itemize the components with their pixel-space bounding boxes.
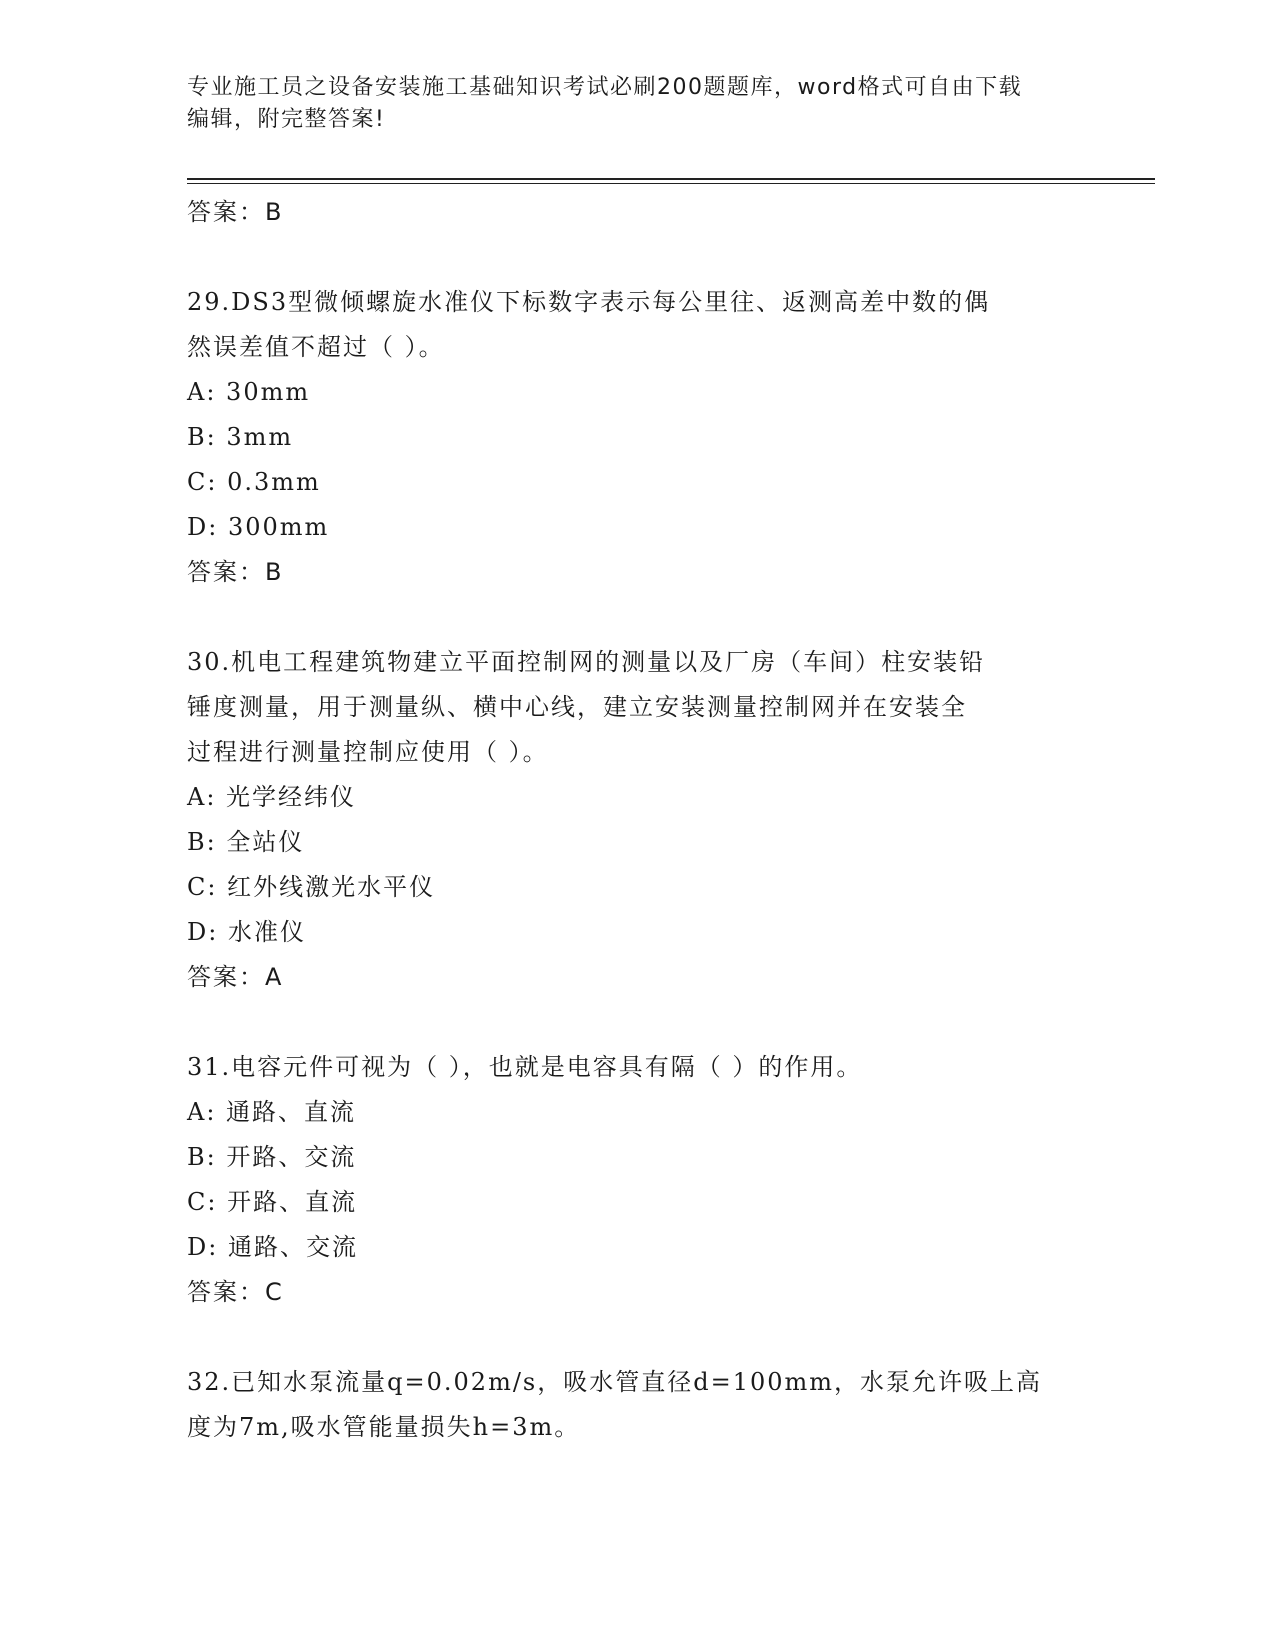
question-text: 31.电容元件可视为（ ），也就是电容具有隔（ ）的作用。 bbox=[187, 1053, 863, 1081]
option-b: B: 开路、交流 bbox=[187, 1143, 357, 1171]
question-text: 29.DS3型微倾螺旋水准仪下标数字表示每公里往、返测高差中数的偶 bbox=[187, 288, 991, 316]
question-31 bbox=[187, 1045, 1087, 1315]
document-header bbox=[187, 72, 1077, 136]
question-text: 锤度测量，用于测量纵、横中心线，建立安装测量控制网并在安装全 bbox=[187, 693, 967, 721]
question-text: 32.已知水泵流量q=0.02m/s，吸水管直径d=100mm，水泵允许吸上高 bbox=[187, 1368, 1043, 1396]
header-divider bbox=[187, 178, 1155, 180]
option-a: A: 通路、直流 bbox=[187, 1098, 357, 1126]
option-a: A: 光学经纬仪 bbox=[187, 783, 357, 811]
question-text: 30.机电工程建筑物建立平面控制网的测量以及厂房（车间）柱安装铅 bbox=[187, 648, 986, 676]
question-list bbox=[187, 190, 1087, 1450]
option-b: B: 3mm bbox=[187, 423, 294, 451]
option-a: A: 30mm bbox=[187, 378, 311, 406]
option-d: D: 水准仪 bbox=[187, 918, 306, 946]
question-text: 过程进行测量控制应使用（ ）。 bbox=[187, 738, 549, 766]
question-30 bbox=[187, 640, 1087, 1000]
option-c: C: 0.3mm bbox=[187, 468, 321, 496]
header-line-2: 编辑，附完整答案! bbox=[187, 107, 386, 132]
answer: 答案：C bbox=[187, 1278, 284, 1306]
previous-answer: 答案：B bbox=[187, 198, 284, 226]
option-c: C: 开路、直流 bbox=[187, 1188, 358, 1216]
answer: 答案：A bbox=[187, 963, 284, 991]
option-d: D: 300mm bbox=[187, 513, 330, 541]
header-line-1: 专业施工员之设备安装施工基础知识考试必刷200题题库，word格式可自由下载 bbox=[187, 75, 1023, 100]
question-29 bbox=[187, 280, 1087, 595]
question-text: 然误差值不超过（ ）。 bbox=[187, 333, 445, 361]
question-text: 度为7m,吸水管能量损失h=3m。 bbox=[187, 1413, 581, 1441]
answer: 答案：B bbox=[187, 558, 284, 586]
option-d: D: 通路、交流 bbox=[187, 1233, 358, 1261]
question-32 bbox=[187, 1360, 1087, 1450]
header-divider-thin bbox=[187, 183, 1155, 184]
option-b: B: 全站仪 bbox=[187, 828, 305, 856]
option-c: C: 红外线激光水平仪 bbox=[187, 873, 436, 901]
